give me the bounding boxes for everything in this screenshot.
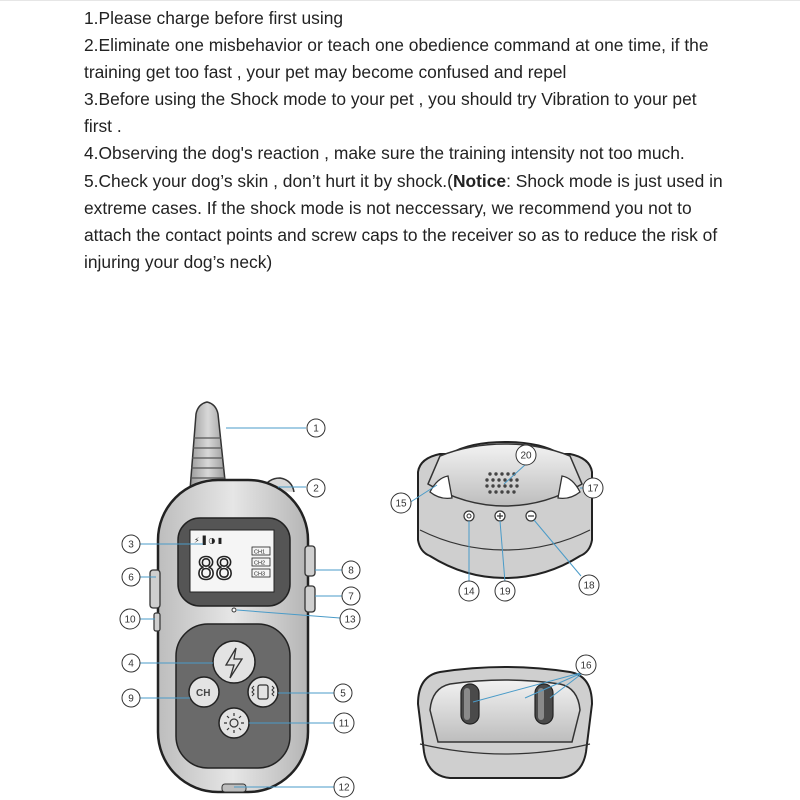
callout-11 [334,713,354,733]
product-diagram [0,380,800,800]
callout-8 [342,561,360,579]
svg-text:15: 15 [395,498,407,510]
callout-16 [576,655,596,675]
antenna [190,402,226,490]
callout-17 [583,478,603,498]
svg-text:9: 9 [128,693,134,705]
light-button [219,708,249,738]
svg-text:2: 2 [313,483,319,495]
callout-10 [120,609,140,629]
instruction-item: 1.Please charge before first using [84,8,344,28]
svg-text:⚡▐ ◑ ▮: ⚡▐ ◑ ▮ [194,536,223,545]
callout-9 [122,689,140,707]
svg-text:8: 8 [348,565,354,577]
callout-4 [122,654,140,672]
callout-19 [495,581,515,601]
svg-text:13: 13 [344,614,356,626]
callout-12 [334,777,354,797]
svg-text:4: 4 [128,658,134,670]
vibration-button [248,677,278,707]
notice-label: Notice [452,170,507,191]
lanyard-slot [222,784,246,792]
instruction-item [84,168,724,276]
svg-text:18: 18 [583,580,595,592]
side-button-left [150,570,160,608]
instruction-item: 2.Eliminate one misbehavior or teach one obedience command at one time, if the training get too fast , your pet may become confused and repel [84,35,709,83]
lcd-channel-2: CH2 [254,560,266,567]
indicator-light [232,608,236,612]
svg-text:19: 19 [499,586,511,598]
callout-5 [334,684,352,702]
lcd-channel-1: CH1 [254,549,266,556]
svg-text:17: 17 [587,483,599,495]
callout-20 [516,445,536,465]
receiver-bottom [418,667,592,778]
callout-3 [122,535,140,553]
svg-text:7: 7 [348,591,354,603]
instruction-list [84,5,724,276]
remote-transmitter [150,402,315,792]
lcd-screen [190,530,274,592]
instruction-item: 4.Observing the dog's reaction , make sure the training intensity not too much. [84,143,685,164]
callout-14 [459,581,479,601]
instruction-text: : Shock mode is just used in extreme cases. If the shock mode is not neccessary, we recommend you not to attach the contact points and screw caps to the receiver so as to reduce the risk of injuring your dog’s neck) [84,170,723,272]
side-button-left-small [154,613,160,631]
svg-text:1: 1 [313,423,319,435]
callout-18 [579,575,599,595]
channel-button-label: CH [196,688,211,699]
side-button-right-top [305,546,315,576]
svg-text:10: 10 [124,614,136,626]
callout-15 [391,493,411,513]
shock-button [213,641,255,683]
channel-button [189,677,219,707]
svg-text:5: 5 [340,688,346,700]
instruction-text: 5.Check your dog’s skin , don’t hurt it by shock.( [84,170,453,191]
svg-text:12: 12 [338,782,350,794]
callout-6 [122,568,140,586]
svg-text:14: 14 [463,586,475,598]
lcd-channel-3: CH3 [254,571,266,578]
instruction-item: 3.Before using the Shock mode to your pet , you should try Vibration to your pet first . [84,89,697,137]
svg-text:16: 16 [580,660,592,672]
lcd-digits: 88 [197,552,234,587]
callout-1 [307,419,325,437]
callout-13 [340,609,360,629]
callout-7 [342,587,360,605]
svg-text:20: 20 [520,450,532,462]
callout-2 [307,479,325,497]
svg-text:3: 3 [128,539,134,551]
svg-text:11: 11 [338,718,350,730]
svg-text:6: 6 [128,572,134,584]
contact-point-left [461,684,479,724]
side-button-right-bottom [305,586,315,612]
